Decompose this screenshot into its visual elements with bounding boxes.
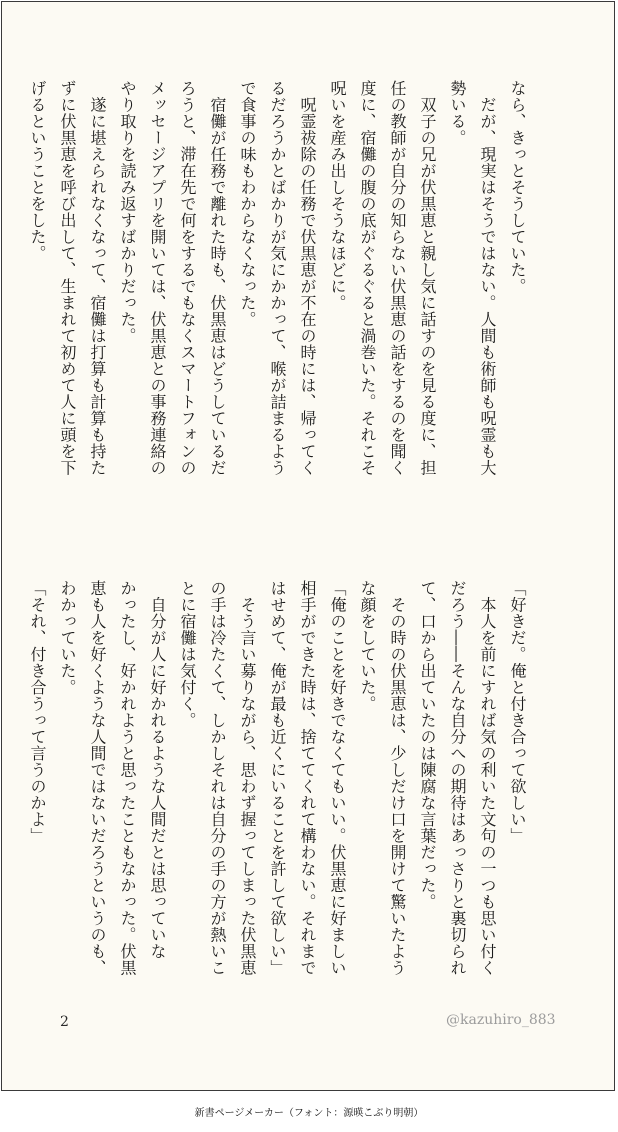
text-line: メッセージアプリを開いては、伏黒恵との事務連絡の bbox=[148, 80, 167, 476]
text-line: 「それ、付き合うって言うのかよ」 bbox=[28, 580, 47, 844]
author-credit: @kazuhiro_883 bbox=[446, 1012, 556, 1028]
text-line: 遂に堪えられなくなって、宿儺は打算も計算も持た bbox=[88, 80, 107, 476]
text-line: だろう――そんな自分への期待はあっさりと裏切られ bbox=[448, 580, 467, 976]
text-line: なら、きっとそうしていた。 bbox=[508, 80, 527, 295]
text-line: 恵も人を好くような人間ではないだろうというのも、 bbox=[88, 580, 107, 976]
text-line: そう言い募りながら、思わず握ってしまった伏黒恵 bbox=[238, 580, 257, 976]
text-line: て、口から出ていたのは陳腐な言葉だった。 bbox=[418, 580, 437, 910]
page-number: 2 bbox=[60, 1014, 69, 1030]
text-line: ろうと、滞在先で何をするでもなくスマートフォンの bbox=[178, 80, 197, 476]
text-line: な顔をしていた。 bbox=[358, 580, 377, 712]
text-line: 本人を前にすれば気の利いた文句の一つも思い付く bbox=[478, 580, 497, 976]
text-line: とに宿儺は気付く。 bbox=[178, 580, 197, 729]
text-line: るだろうかとばかりが気にかかって、喉が詰まるよう bbox=[268, 80, 287, 476]
text-line: 任の教師が自分の知らない伏黒恵の話をするのを聞く bbox=[388, 80, 407, 476]
text-line: 度に、宿儺の腹の底がぐるぐると渦巻いた。それこそ bbox=[358, 80, 377, 476]
text-line: ずに伏黒恵を呼び出して、生まれて初めて人に頭を下 bbox=[58, 80, 77, 476]
text-line: 双子の兄が伏黒恵と親し気に話すのを見る度に、担 bbox=[418, 80, 437, 476]
book-page bbox=[1, 1, 615, 1091]
text-line: 呪霊祓除の任務で伏黒恵が不在の時には、帰ってく bbox=[298, 80, 317, 476]
text-line: わかっていた。 bbox=[58, 580, 77, 696]
text-line: 宿儺が任務で離れた時も、伏黒恵はどうしているだ bbox=[208, 80, 227, 476]
text-line: やり取りを読み返すばかりだった。 bbox=[118, 80, 137, 344]
text-line: かったし、好かれようと思ったこともなかった。伏黒 bbox=[118, 580, 137, 976]
text-line: 「俺のことを好きでなくてもいい。伏黒恵に好ましい bbox=[328, 580, 347, 976]
text-block-bottom bbox=[22, 580, 532, 1032]
text-line: 「好きだ。俺と付き合って欲しい」 bbox=[508, 580, 527, 844]
text-line: その時の伏黒恵は、少しだけ口を開けて驚いたよう bbox=[388, 580, 407, 976]
text-line: 勢いる。 bbox=[448, 80, 467, 146]
text-line: だが、現実はそうではない。人間も術師も呪霊も大 bbox=[478, 80, 497, 476]
text-block-top bbox=[22, 80, 532, 540]
text-line: 相手ができた時は、捨ててくれて構わない。それまで bbox=[298, 580, 317, 976]
text-line: 呪いを産み出しそうなほどに。 bbox=[328, 80, 347, 311]
text-line: の手は冷たくて、しかしそれは自分の手の方が熱いこ bbox=[208, 580, 227, 976]
footer-caption: 新書ページメーカー（フォント：源暎こぶり明朝） bbox=[194, 1108, 424, 1119]
text-line: はせめて、俺が最も近くにいることを許して欲しい」 bbox=[268, 580, 287, 976]
text-line: で食事の味もわからなくなった。 bbox=[238, 80, 257, 328]
text-line: げるということをした。 bbox=[28, 80, 47, 262]
text-line: 自分が人に好かれるような人間だとは思っていな bbox=[148, 580, 167, 960]
